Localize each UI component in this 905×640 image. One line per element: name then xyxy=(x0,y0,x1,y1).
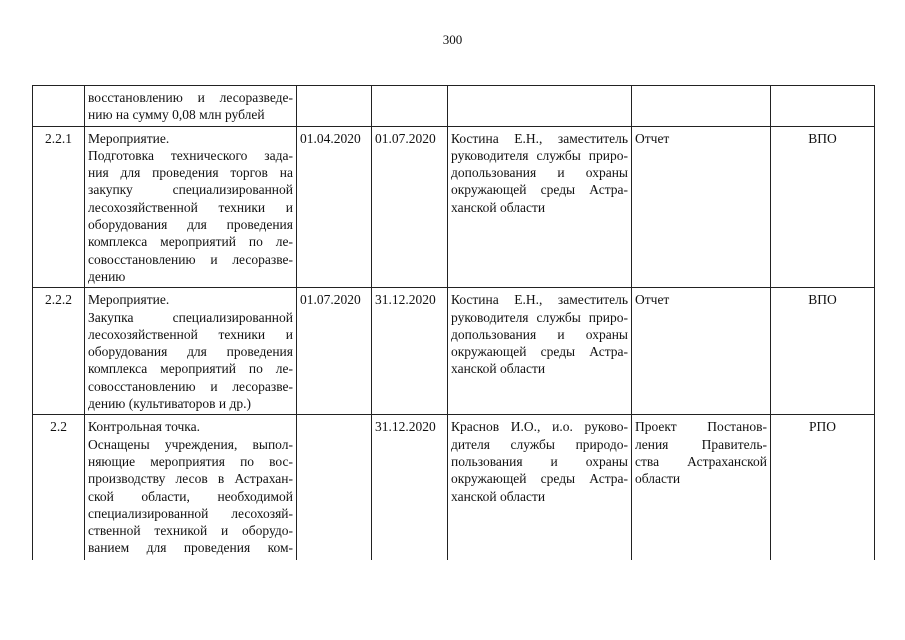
responsible-cell xyxy=(448,415,632,561)
result-cell xyxy=(632,126,771,288)
start-date-cell xyxy=(297,415,372,561)
start-date-cell: 01.07.2020 xyxy=(297,288,372,415)
description-line: оборудования для проведения xyxy=(88,217,293,233)
description-line: оборудования для проведения xyxy=(88,344,293,360)
responsible-line: Костина Е.Н., заместитель xyxy=(451,292,628,308)
description-line: Подготовка технического зада- xyxy=(88,147,293,163)
description-cell xyxy=(85,86,297,127)
end-date-cell: 31.12.2020 xyxy=(372,415,448,561)
responsible-cell xyxy=(448,288,632,415)
responsible-line: ханской области xyxy=(451,488,546,504)
start-date-cell xyxy=(297,86,372,127)
description-line: няющие мероприятия по вос- xyxy=(88,453,293,469)
result-line: Отчет xyxy=(635,130,670,146)
result-line: Проект Постанов- xyxy=(635,419,767,435)
description-line: Закупка специализированной xyxy=(88,309,293,325)
executor-cell: ВПО xyxy=(771,126,875,288)
responsible-line: окружающей среды Астра- xyxy=(451,344,628,360)
description-line: Оснащены учреждения, выпол- xyxy=(88,436,293,452)
description-line: Мероприятие. xyxy=(88,130,170,146)
description-line: восстановлению и лесоразведе- xyxy=(88,90,293,105)
description-line: ванием для проведения ком- xyxy=(88,540,293,556)
description-line: лесохозяйственной техники и xyxy=(88,326,293,342)
result-line: ства Астраханской xyxy=(635,453,767,469)
executor-cell: ВПО xyxy=(771,288,875,415)
description-line: дению xyxy=(88,268,126,284)
plan-table xyxy=(32,85,875,560)
table-row xyxy=(33,288,875,415)
description-cell xyxy=(85,288,297,415)
responsible-cell xyxy=(448,126,632,288)
page-number: 300 xyxy=(442,32,463,47)
responsible-line: дителя службы природо- xyxy=(451,436,628,452)
description-line: дению (культиваторов и др.) xyxy=(88,396,251,412)
description-cell xyxy=(85,126,297,288)
description-line: Контрольная точка. xyxy=(88,419,201,435)
executor-cell: РПО xyxy=(771,415,875,561)
item-number-cell xyxy=(33,86,85,127)
responsible-line: ханской области xyxy=(451,199,546,215)
responsible-line: Костина Е.Н., заместитель xyxy=(451,130,628,146)
description-line: нию на сумму 0,08 млн рублей xyxy=(88,107,265,123)
result-line: Отчет xyxy=(635,292,670,308)
responsible-line: Краснов И.О., и.о. руково- xyxy=(451,419,628,435)
description-line: комплекса мероприятий по ле- xyxy=(88,234,293,250)
result-cell xyxy=(632,415,771,561)
description-line: Мероприятие. xyxy=(88,292,170,308)
description-line: закупку специализированной xyxy=(88,182,293,198)
start-date-cell: 01.04.2020 xyxy=(297,126,372,288)
description-line: ственной техникой и оборудо- xyxy=(88,523,293,539)
result-cell xyxy=(632,86,771,127)
description-line: лесохозяйственной техники и xyxy=(88,199,293,215)
end-date-cell xyxy=(372,86,448,127)
table-row xyxy=(33,86,875,127)
description-line: совосстановлению и лесоразве- xyxy=(88,251,293,267)
result-line: области xyxy=(635,471,681,487)
description-line: производству лесов в Астрахан- xyxy=(88,471,293,487)
responsible-line: ханской области xyxy=(451,361,546,377)
result-line: ления Правитель- xyxy=(635,436,767,452)
description-line: ской области, необходимой xyxy=(88,488,293,504)
description-line: специализированной лесохозяй- xyxy=(88,505,293,521)
responsible-line: допользования и охраны xyxy=(451,326,628,342)
responsible-line: окружающей среды Астра- xyxy=(451,471,628,487)
end-date-cell: 01.07.2020 xyxy=(372,126,448,288)
description-cell xyxy=(85,415,297,561)
description-line: комплекса мероприятий по ле- xyxy=(88,361,293,377)
responsible-line: руководителя службы приро- xyxy=(451,309,628,325)
item-number-cell: 2.2.2 xyxy=(33,288,85,415)
table-row xyxy=(33,126,875,288)
item-number-cell: 2.2.1 xyxy=(33,126,85,288)
responsible-line: допользования и охраны xyxy=(451,165,628,181)
description-line: совосстановлению и лесоразве- xyxy=(88,378,293,394)
table-row xyxy=(33,415,875,561)
description-line: ния для проведения торгов на xyxy=(88,165,293,181)
responsible-line: пользования и охраны xyxy=(451,453,628,469)
responsible-line: руководителя службы приро- xyxy=(451,147,628,163)
result-cell xyxy=(632,288,771,415)
responsible-cell xyxy=(448,86,632,127)
executor-cell xyxy=(771,86,875,127)
item-number-cell: 2.2 xyxy=(33,415,85,561)
responsible-line: окружающей среды Астра- xyxy=(451,182,628,198)
end-date-cell: 31.12.2020 xyxy=(372,288,448,415)
